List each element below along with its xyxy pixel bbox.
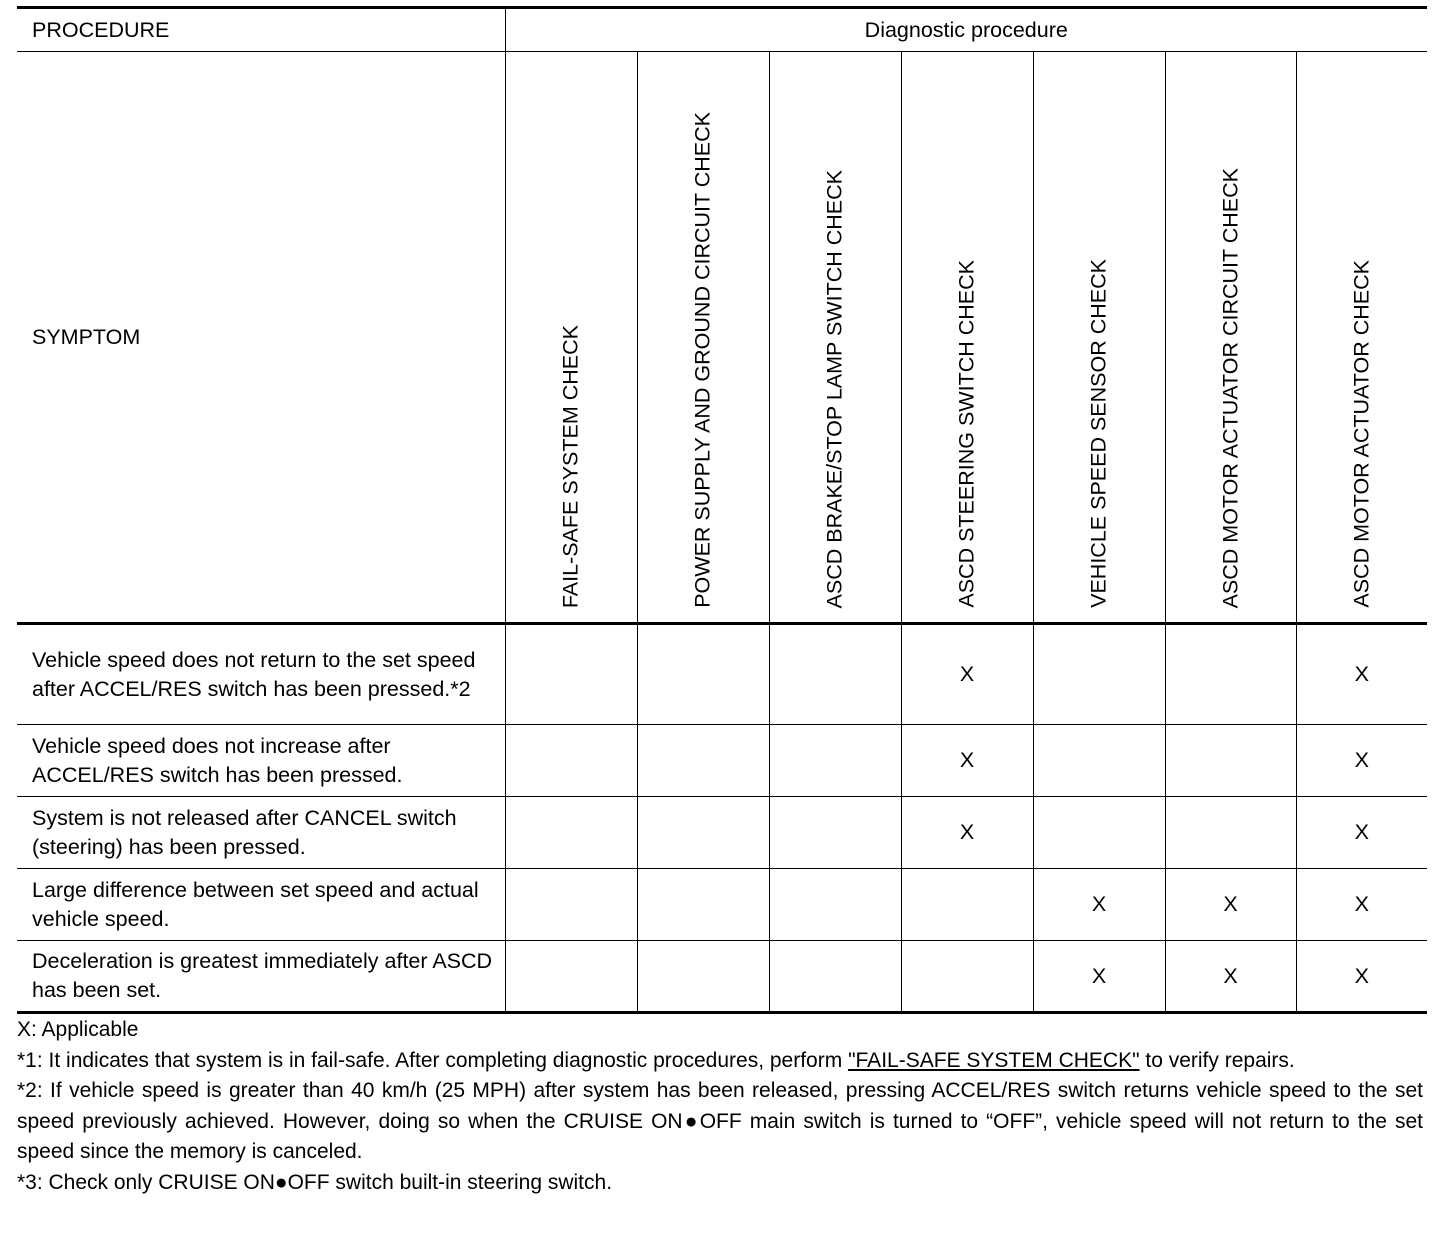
applicable-mark-cell	[1165, 725, 1296, 797]
column-header	[1165, 52, 1296, 624]
symptom-cell: Vehicle speed does not return to the set speed after ACCEL/RES switch has been pressed.*2	[17, 624, 505, 725]
header-row	[17, 8, 1427, 52]
applicable-mark-cell	[505, 941, 637, 1013]
symptom-cell: Deceleration is greatest immediately after ASCD has been set.	[17, 941, 505, 1013]
symptom-cell: System is not released after CANCEL switch (steering) has been pressed.	[17, 797, 505, 869]
table-row	[17, 869, 1427, 941]
footnote-3: *3: Check only CRUISE ON●OFF switch built-in steering switch.	[17, 1170, 613, 1194]
column-header-label: ASCD MOTOR ACTUATOR CIRCUIT CHECK	[1217, 167, 1242, 608]
applicable-mark-cell	[637, 869, 769, 941]
procedure-header: PROCEDURE	[17, 8, 505, 52]
applicable-mark-cell	[769, 624, 901, 725]
applicable-mark-cell	[505, 869, 637, 941]
applicable-mark-cell	[637, 797, 769, 869]
applicable-mark-cell	[769, 941, 901, 1013]
table-row	[17, 941, 1427, 1013]
applicable-mark-cell	[769, 797, 901, 869]
applicable-mark-cell	[769, 725, 901, 797]
column-header-label: ASCD MOTOR ACTUATOR CHECK	[1349, 260, 1373, 608]
legend-note: X: Applicable	[17, 1018, 139, 1041]
applicable-mark-cell: X	[1165, 869, 1296, 941]
column-header	[1033, 52, 1165, 624]
applicable-mark-cell: X	[1296, 869, 1427, 941]
applicable-mark-cell	[769, 869, 901, 941]
table-row	[17, 725, 1427, 797]
symptom-header: SYMPTOM	[17, 52, 505, 624]
footnote-2: *2: If vehicle speed is greater than 40 km/h (25 MPH) after system has been released, pressing ACCEL/RES switch returns vehicle speed to the set speed previously achieved. However, doing so when the CRUISE ON●OFF main switch is turned to “OFF”, vehicle speed will not return to the set speed since the memory is canceled.	[17, 1079, 1423, 1163]
applicable-mark-cell	[637, 624, 769, 725]
footnote-1	[17, 1046, 1423, 1077]
applicable-mark-cell	[1165, 797, 1296, 869]
applicable-mark-cell: X	[901, 797, 1033, 869]
column-header	[505, 52, 637, 624]
applicable-mark-cell: X	[1165, 941, 1296, 1013]
applicable-mark-cell	[637, 941, 769, 1013]
diagnostic-table	[17, 6, 1427, 1014]
applicable-mark-cell: X	[1296, 941, 1427, 1013]
symptom-cell: Vehicle speed does not increase after ACCEL/RES switch has been pressed.	[17, 725, 505, 797]
applicable-mark-cell	[1033, 624, 1165, 725]
column-header	[1296, 52, 1427, 624]
applicable-mark-cell	[901, 941, 1033, 1013]
column-header-label: ASCD STEERING SWITCH CHECK	[954, 260, 979, 608]
applicable-mark-cell	[1033, 797, 1165, 869]
column-header	[769, 52, 901, 624]
applicable-mark-cell: X	[901, 624, 1033, 725]
applicable-mark-cell	[505, 797, 637, 869]
applicable-mark-cell: X	[1296, 624, 1427, 725]
column-header	[901, 52, 1033, 624]
applicable-mark-cell: X	[1296, 725, 1427, 797]
applicable-mark-cell	[1165, 624, 1296, 725]
applicable-mark-cell: X	[1033, 941, 1165, 1013]
applicable-mark-cell	[1033, 725, 1165, 797]
table-row	[17, 797, 1427, 869]
footnote-1-prefix: *1: It indicates that system is in fail-safe. After completing diagnostic procedures, perform	[17, 1048, 849, 1072]
column-header-row	[17, 52, 1427, 624]
symptom-cell: Large difference between set speed and actual vehicle speed.	[17, 869, 505, 941]
applicable-mark-cell	[505, 725, 637, 797]
applicable-mark-cell: X	[901, 725, 1033, 797]
applicable-mark-cell: X	[1296, 797, 1427, 869]
footnote-1-suffix: to verify repairs.	[1139, 1048, 1295, 1072]
column-header-label: ASCD BRAKE/STOP LAMP SWITCH CHECK	[822, 169, 847, 608]
column-header-label: POWER SUPPLY AND GROUND CIRCUIT CHECK	[690, 112, 715, 608]
column-header	[637, 52, 769, 624]
fail-safe-system-check-link[interactable]: "FAIL-SAFE SYSTEM CHECK"	[848, 1048, 1140, 1072]
column-header-label: FAIL-SAFE SYSTEM CHECK	[558, 324, 583, 608]
diagnostic-procedure-header: Diagnostic procedure	[505, 8, 1427, 52]
applicable-mark-cell	[637, 725, 769, 797]
column-header-label: VEHICLE SPEED SENSOR CHECK	[1086, 259, 1111, 608]
applicable-mark-cell	[505, 624, 637, 725]
table-row	[17, 624, 1427, 725]
applicable-mark-cell	[901, 869, 1033, 941]
applicable-mark-cell: X	[1033, 869, 1165, 941]
footnotes	[17, 1015, 1423, 1198]
